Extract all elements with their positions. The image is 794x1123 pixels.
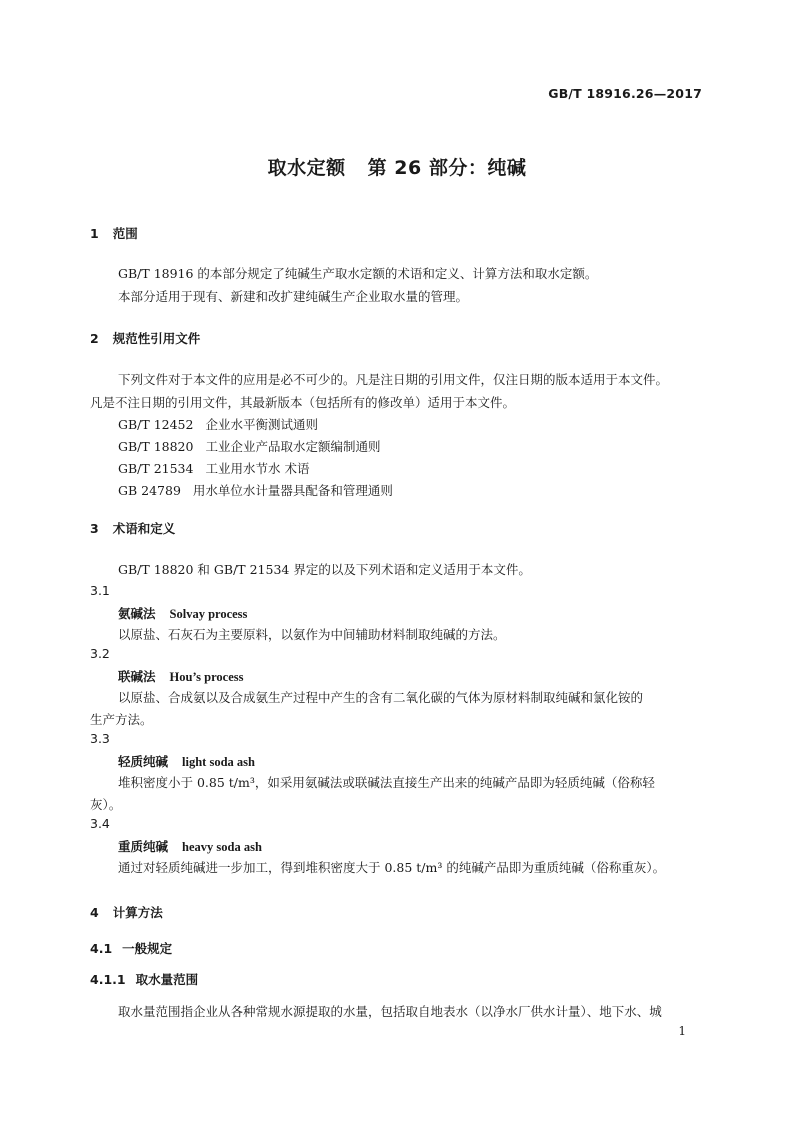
reference-code: GB/T 12452 <box>118 417 194 432</box>
section-number: 2 <box>90 331 99 346</box>
term-number: 3.4 <box>90 816 110 831</box>
section-title: 计算方法 <box>112 905 163 920</box>
term-english: heavy soda ash <box>182 840 262 854</box>
term-definition: 以原盐、合成氨以及合成氨生产过程中产生的含有二氧化碳的气体为原材料制取纯碱和氯化铵的 <box>118 690 644 705</box>
term-english: light soda ash <box>182 755 255 769</box>
paragraph: GB/T 18916 的本部分规定了纯碱生产取水定额的术语和定义、计算方法和取水定额。 <box>118 266 598 281</box>
term-definition-continuation: 生产方法。 <box>90 712 153 727</box>
section-title: 范围 <box>112 226 138 241</box>
term-heading <box>118 604 247 622</box>
reference-title: 工业用水节水 术语 <box>205 461 310 476</box>
reference-item <box>118 415 318 433</box>
section-title: 规范性引用文件 <box>112 331 201 346</box>
term-definition: 通过对轻质纯碱进一步加工，得到堆积密度大于 0.85 t/m³ 的纯碱产品即为重质纯碱（俗称重灰）。 <box>118 860 666 875</box>
title-sub: 第 26 部分：纯碱 <box>367 157 527 179</box>
term-number: 3.1 <box>90 583 110 598</box>
term-definition-continuation: 灰）。 <box>90 797 122 812</box>
paragraph-continuation: 凡是不注日期的引用文件，其最新版本（包括所有的修改单）适用于本文件。 <box>90 395 516 410</box>
term-english: Solvay process <box>169 607 248 621</box>
reference-item <box>118 459 309 477</box>
document-title <box>0 153 794 180</box>
term-definition: 以原盐、石灰石为主要原料，以氨作为中间辅助材料制取纯碱的方法。 <box>118 627 506 642</box>
term-chinese: 联碱法 <box>118 669 156 684</box>
term-english: Hou’s process <box>169 670 244 684</box>
section-number: 4.1 <box>90 941 113 956</box>
term-definition: 堆积密度小于 0.85 t/m³，如采用氨碱法或联碱法直接生产出来的纯碱产品即为轻质纯碱（俗称轻 <box>118 775 655 790</box>
reference-code: GB 24789 <box>118 483 181 498</box>
section-4-heading <box>90 903 163 921</box>
term-number: 3.2 <box>90 646 110 661</box>
paragraph: GB/T 18820 和 GB/T 21534 界定的以及下列术语和定义适用于本文件。 <box>118 562 531 577</box>
paragraph: 下列文件对于本文件的应用是必不可少的。凡是注日期的引用文件，仅注日期的版本适用于本文件。 <box>118 372 669 387</box>
section-title: 一般规定 <box>122 941 173 956</box>
reference-code: GB/T 18820 <box>118 439 194 454</box>
section-number: 4.1.1 <box>90 972 126 987</box>
section-title: 取水量范围 <box>135 972 199 987</box>
paragraph: 本部分适用于现有、新建和改扩建纯碱生产企业取水量的管理。 <box>118 289 469 304</box>
reference-title: 企业水平衡测试通则 <box>205 417 318 432</box>
term-chinese: 轻质纯碱 <box>118 754 169 769</box>
term-number: 3.3 <box>90 731 110 746</box>
term-chinese: 重质纯碱 <box>118 839 169 854</box>
reference-item <box>118 481 393 499</box>
subsection-4-1-heading <box>90 939 172 957</box>
term-heading <box>118 752 255 770</box>
reference-code: GB/T 21534 <box>118 461 194 476</box>
section-2-heading <box>90 329 200 347</box>
section-number: 4 <box>90 905 99 920</box>
reference-title: 用水单位水计量器具配备和管理通则 <box>192 483 393 498</box>
section-3-heading <box>90 519 175 537</box>
reference-title: 工业企业产品取水定额编制通则 <box>205 439 381 454</box>
term-heading <box>118 837 262 855</box>
subsection-4-1-1-heading <box>90 970 198 988</box>
reference-item <box>118 437 380 455</box>
paragraph: 取水量范围指企业从各种常规水源提取的水量，包括取自地表水（以净水厂供水计量）、地下水、城 <box>118 1004 662 1019</box>
section-number: 3 <box>90 521 99 536</box>
section-1-heading <box>90 224 138 242</box>
section-number: 1 <box>90 226 99 241</box>
page-number: 1 <box>678 1024 686 1038</box>
standard-code: GB/T 18916.26—2017 <box>548 86 702 101</box>
title-main: 取水定额 <box>267 157 346 179</box>
term-chinese: 氨碱法 <box>118 606 156 621</box>
section-title: 术语和定义 <box>112 521 176 536</box>
term-heading <box>118 667 243 685</box>
